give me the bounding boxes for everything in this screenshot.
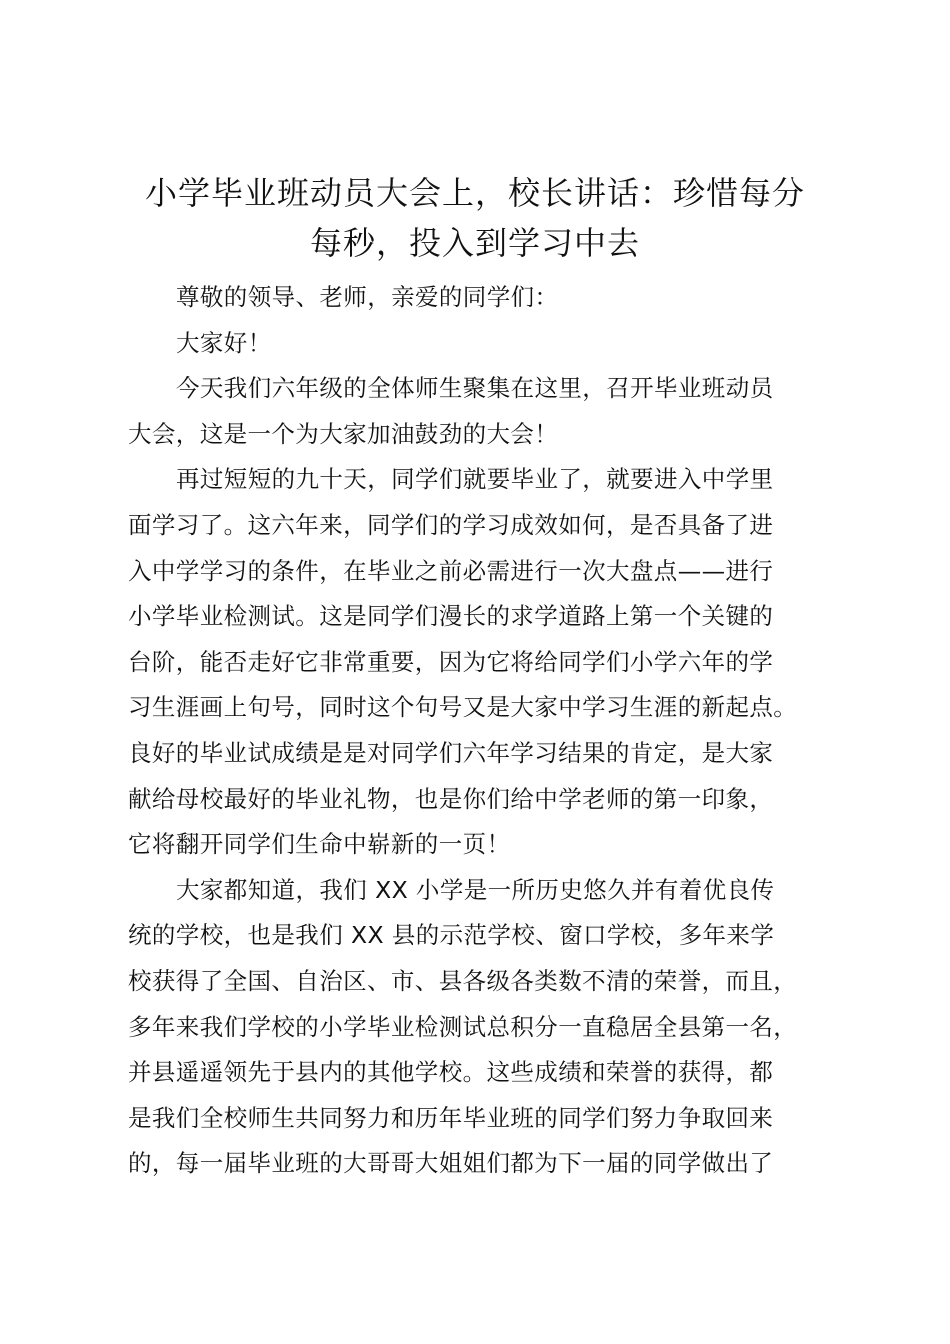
document-body: [128, 275, 888, 1187]
body-line: 是我们全校师生共同努力和历年毕业班的同学们努力争取回来: [128, 1103, 774, 1132]
body-line: 小学毕业检测试。这是同学们漫长的求学道路上第一个关键的: [128, 602, 774, 631]
body-line: 习生涯画上句号，同时这个句号又是大家中学习生涯的新起点。: [128, 693, 798, 722]
body-line: 的，每一届毕业班的大哥哥大姐姐们都为下一届的同学做出了: [128, 1149, 774, 1178]
body-line: 统的学校，也是我们 XX 县的示范学校、窗口学校，多年来学: [128, 921, 775, 950]
body-line: 再过短短的九十天，同学们就要毕业了，就要进入中学里: [176, 465, 774, 494]
body-line: 良好的毕业试成绩是是对同学们六年学习结果的肯定，是大家: [128, 738, 774, 767]
body-line: 入中学学习的条件，在毕业之前必需进行一次大盘点——进行: [128, 556, 774, 585]
body-line: 并县遥遥领先于县内的其他学校。这些成绩和荣誉的获得，都: [128, 1058, 774, 1087]
title-line: 小学毕业班动员大会上，校长讲话：珍惜每分: [144, 174, 805, 212]
body-line: 今天我们六年级的全体师生聚集在这里，召开毕业班动员: [176, 374, 774, 403]
body-line: 多年来我们学校的小学毕业检测试总积分一直稳居全县第一名，: [128, 1012, 798, 1041]
body-line: 大家好！: [176, 328, 272, 357]
body-line: 尊敬的领导、老师，亲爱的同学们：: [176, 283, 559, 311]
body-line: 大会，这是一个为大家加油鼓劲的大会！: [128, 419, 559, 448]
body-line: 大家都知道，我们 XX 小学是一所历史悠久并有着优良传: [176, 875, 775, 904]
body-line: 面学习了。这六年来，同学们的学习成效如何，是否具备了进: [128, 510, 774, 539]
title-line: 每秒，投入到学习中去: [309, 224, 640, 262]
body-line: 台阶，能否走好它非常重要，因为它将给同学们小学六年的学: [128, 647, 774, 676]
document-title: [100, 168, 850, 268]
body-line: 它将翻开同学们生命中崭新的一页！: [128, 830, 511, 859]
body-line: 校获得了全国、自治区、市、县各级各类数不清的荣誉，而且，: [128, 966, 798, 995]
body-line: 献给母校最好的毕业礼物，也是你们给中学老师的第一印象，: [128, 784, 774, 813]
